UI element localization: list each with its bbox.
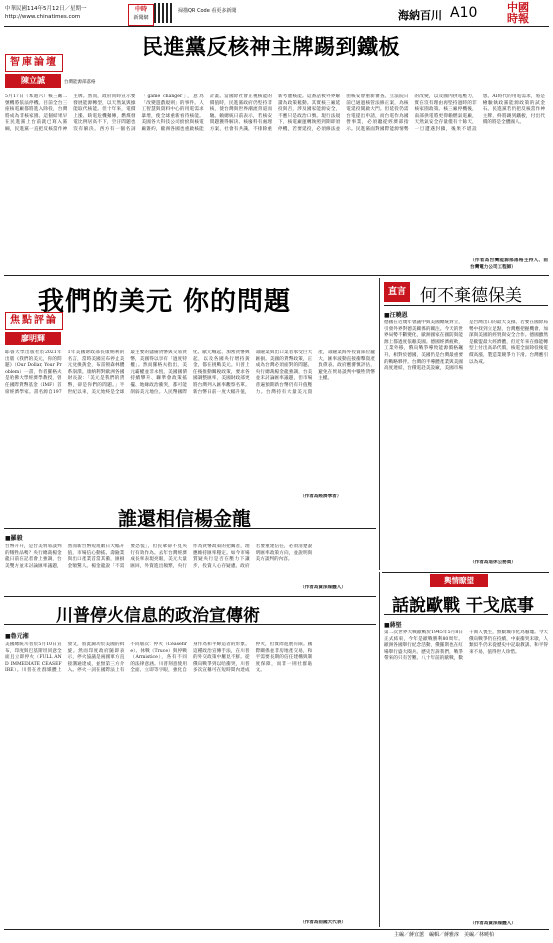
article2-author: 廖明輝 [21, 334, 45, 343]
article6-headline: 川普停火信息的政治宣傳術 [56, 606, 260, 626]
article4-headline: 誰還相信楊金龍 [118, 508, 252, 530]
article5-title-rule [384, 614, 548, 615]
article5-banner [430, 574, 488, 587]
page-number: A10 [450, 5, 478, 21]
article5-headline: 話說歐戰 干戈底事 [392, 596, 534, 616]
article2-column-label: 焦點評論 [5, 312, 63, 330]
article6-title-rule [4, 624, 376, 625]
divider-article6-top [4, 596, 376, 597]
article3-label-box [384, 282, 410, 302]
article4-footnote: （作者為資深媒體人） [300, 585, 346, 590]
website[interactable]: http://www.chinatimes.com [5, 14, 81, 20]
divider-1 [4, 275, 549, 276]
article1-body: 5月17日（本週六）核三廠二號機將依法停機。目前全台三座核電廠都將進入除役，台灣將成為非核家園。這個結果早在民進黨上台前就已寫入黨綱，民進黨一直把反核當作神主牌。然而，政府同時宣示要發展能源轉型，以天然氣與綠能取代核能。但十年來，電價上漲、缺電危機頻傳，燃煤發電比例居高不下，空汙問題也沒有解決。西方有一個名詞「game changer」，意為「改變遊戲規則」的事件。人工智慧與資料中心的用電需求暴增，使全球重新看待核能。美國各大科技公司紛紛與核電廠簽約，歐洲各國也重啟核能計畫。當國際社會正視核能的價值時，民進黨政府仍堅持非核，使台灣與世界潮流背道而馳。賴總統日前表示，若核安問題獲得解決、核廢料有處理方案、社會有共識，不排除重新考慮核能。這番話被外界解讀為政策鬆動。其實核三廠延役與否，涉及國家能源安全，不應只是政治口號。現行法規下，核電廠運轉執照到期即須停機，若要延役，必須修法並由核安會重新審查。立法院日前已通過核管法修正案，為核電延役開啟大門。但延役仍需台電提出申請，而台電作為國營事業，必須聽從經濟部指示。民進黨面對國際能源情勢的改變，以及國內供電壓力，實在沒有理由再堅持過時的非核家園政策。核三廠停機後，南部供電將更仰賴燃氣電廠，天然氣安全存量僅有十餘天，一旦遭遇封鎖，後果不堪設想。AI時代的用電需求，將是檢驗執政黨能源政策的試金石。民進黨若仍把反核當作神主牌，終將踢到鐵板，付出代價的將是全體國人。 [5, 94, 545, 132]
article4-body: 台幣升升，是台美貿易談判的犧牲品嗎？央行總裁楊金龍日前在記者會上強調，台美雙方並未討論匯率議題，然而新台幣短短數日大幅升值，市場信心動搖。壽險業與出口產業首當其衝，匯損金額驚人。楊金龍說「不需要恐慌」，但民眾卻不見央行有效作為。去年台灣經濟成長率表現亮眼，美元大量匯回，外資進出頻繁，央行作為貨幣政策的把關者，理應維持匯率穩定。如今市場質疑央行是否在壓力下讓步，投資人心存疑慮。政府若要重建信任，必須清楚說明匯率政策方向，並說明與美方談判的內容。 [5, 544, 313, 569]
article3-column-label: 直言 [387, 287, 406, 297]
date-line: 中華民國114年5月12日／星期一 [5, 6, 87, 12]
article3-headline: 何不棄德保美 [420, 286, 522, 306]
qr-caption: 掃描QR Code 看更多新聞 [178, 8, 237, 14]
article1-column-label: 智庫論壇 [5, 54, 63, 72]
footer-rule [4, 929, 549, 930]
article1-author-box [5, 74, 61, 88]
header-rule [4, 26, 549, 27]
qr-code[interactable] [154, 3, 174, 23]
article5-banner-text: 輿情瞭望 [444, 576, 474, 585]
section-name: 海納百川 [398, 9, 442, 22]
article6-footnote: （作者為前國大代表） [300, 920, 346, 925]
masthead-bottom: 時報 [507, 12, 529, 25]
article3-footnote: （作者為退休公務員） [470, 560, 516, 565]
logo-top: 中時 [134, 6, 147, 13]
article1-author-title: 台灣能源部落格 [64, 80, 96, 85]
editor-credit: 主編／蔣宜蕙 編輯／蔣雅淳 美編／林曉柏 [394, 932, 495, 938]
article5-footnote: （作者為資深媒體人） [470, 921, 516, 926]
article6-author: ■魯元湘 [5, 633, 29, 640]
article5-body: 第二次世界大戰歐戰於1945年5月8日正式結束，今年是歐戰勝利80周年。歐洲各國舉行紀念活動，俄羅斯也在紅場舉行盛大閱兵。歷史告訴我們，戰爭帶來的只有苦難。八十年前的歐戰，數千萬人喪生，無數城市化為廢墟。今天俄烏戰爭仍在持續，中東衝突未歇，人類似乎仍未從歷史中記取教訓。和平得來不易，值得世人珍惜。 [384, 630, 548, 662]
article3-author: ■汪曉恩 [384, 312, 408, 319]
masthead-top: 中國 [507, 1, 529, 14]
article2-footnote: （作者為經濟學者） [300, 494, 342, 499]
article4-title-rule [4, 528, 376, 529]
logo-bottom: 新聞網 [133, 15, 149, 21]
article5-author: ■蔣堅 [384, 622, 402, 629]
article1-author: 陳立誠 [21, 76, 45, 85]
chinatimes-logo [128, 4, 154, 26]
article4-author: ■羅毅 [5, 535, 23, 542]
divider-right-3 [379, 572, 380, 927]
article3-title-rule [384, 305, 548, 306]
article1-headline: 民進黨反核神主牌踢到鐵板 [142, 35, 400, 59]
article2-headline: 我們的美元 你的問題 [38, 287, 292, 317]
article6-body: 美國總統川普於5月10日宣布，印度與巴基斯坦同意全面且立即停火（FULL AND IMMEDIATE CEASEFIRE）。川普在社群媒體上發文，將此歸功於美國的斡旋。然而印度政府隨即表示，停火協議是兩國軍方直接溝通達成，並無第三方介入。停火一詞在國際法上有不同層次：停火（Ceasefire）、休戰（Truce）與停戰（Armistice），各有不同的法律意涵。川普刻意使用全面、立即等字眼，強化自身作為和平締造者的形象。這種政治宣傳手法，在川普的外交政策中屢見不鮮。從俄烏戰爭到以哈衝突，川普多次宣稱可在短時間內達成停火，但實際進展有限。國際關係並非房地產交易，和平需要長期的信任建構與制度保障，而非一則社群貼文。 [5, 642, 313, 674]
article1-footnote: （作者為台灣能源部落格主持人、前台灣電力公司工程師） [470, 258, 548, 270]
article2-body: 耶魯大學出版社於2021年出版《我們的美元，你的問題》（Our Dollar, Your Problem）一書，作者羅格夫是哈佛大學經濟學教授，曾任國際貨幣基金（IMF）首席經濟學家。書名源自1971年美國財政部長康納利的名言，當時美國宣布停止美元兌換黃金，布雷頓森林體系崩潰。康納利對歐洲各國財長說：「美元是我們的貨幣，卻是你們的問題。」半世紀以來，美元始終是全球最主要的儲備貨幣與交易貨幣，美國得以享有「過度特權」。然而羅格夫指出，美元霸權並非永恆，美國國債持續攀升、聯準會政策搖擺、地緣政治衝突，都可能削弱美元地位。人民幣國際化、歐元崛起、加密貨幣興起，以及各國央行增持黃金，都在挑戰美元。川普上任後推動關稅政策，要求各國調整匯率，美國財政部更將台灣列入匯率觀察名單。新台幣日前一度大幅升值，壽險業與出口業者承受巨大匯損。美國的貨幣政策，正成為台灣必須面對的問題。央行總裁楊金龍強調，台美並未討論匯率議題，但市場普遍預期新台幣仍有升值壓力。台灣持有大量美元資產，壽險業海外投資部位龐大，匯率波動直接衝擊資產負債表。政府應審慎評估，避免在貿易談判中犧牲貨幣主權。 [5, 350, 375, 395]
divider-right-1 [379, 278, 380, 570]
article3-body: 德國在近幾年會議中與美國總統對立，引發外界對德美關係的關注。今天的世界局勢不斷變化，歐洲國家在國防與能源上都過度依賴美國。德國經濟疲軟，工業外移，俄烏戰爭導致能源價格飆升。相對於德國，美國仍是台灣最重要的戰略夥伴。台灣的半導體產業與美國高度連結，台積電赴美設廠，美國市場是台灣出口的最大支撐。若要在國際局勢中找到立足點，台灣應把握機會，加深與美國的經貿與安全合作。德國雖然是歐盟最大經濟體，但近年來在綠能轉型上付出高昂代價，核電全面除役後電價高漲，製造業競爭力下滑。台灣應引以為戒。 [384, 320, 548, 372]
divider-right-2 [382, 572, 549, 573]
article2-author-box [5, 332, 61, 345]
masthead [498, 2, 538, 24]
